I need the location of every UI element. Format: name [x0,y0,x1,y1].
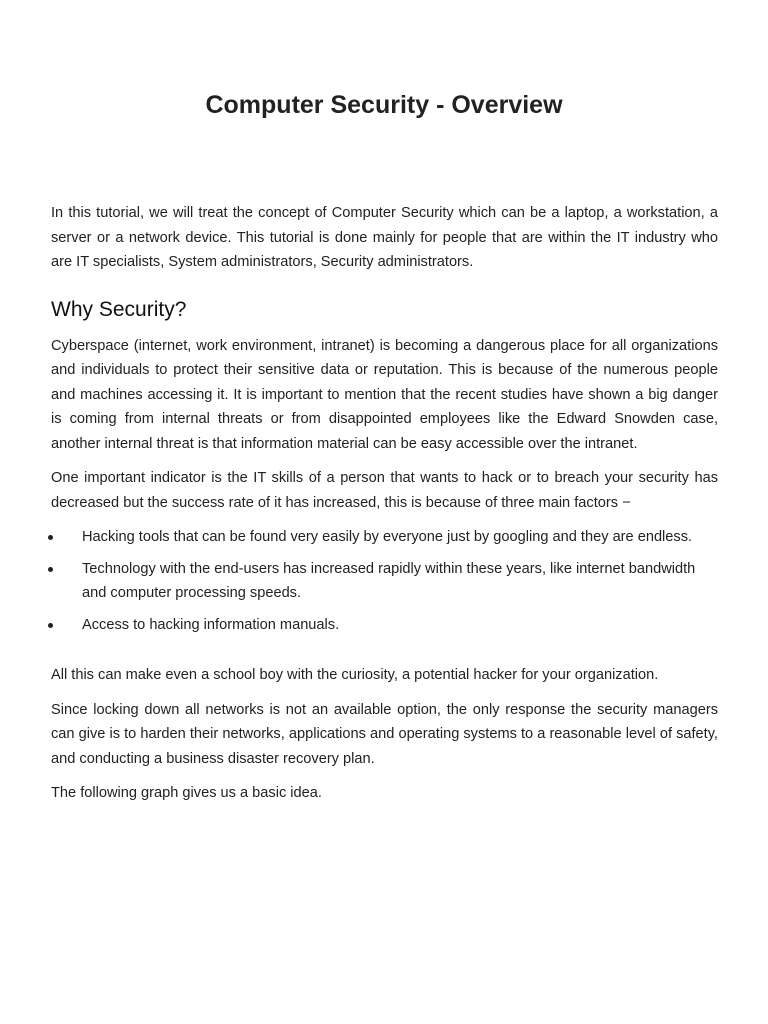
paragraph-graph-intro: The following graph gives us a basic idea. [51,785,322,801]
paragraph-school-boy: All this can make even a school boy with the curiosity, a potential hacker for your organization. [51,667,659,683]
list-item-text: Access to hacking information manuals. [82,616,340,633]
paragraph-indicator: One important indicator is the IT skills of a person that wants to hack or to breach your security has decreased but the success rate of it has increased, this is because of three main factors − [51,470,718,511]
paragraph-locking-down: Since locking down all networks is not an available option, the only response the security managers can give is to harden their networks, applications and operating systems to a reasonable level of safety, and conducting a business disaster recovery plan. [51,701,718,767]
bullet-icon [48,623,53,628]
bullet-icon [48,567,53,572]
paragraph-cyberspace: Cyberspace (internet, work environment, intranet) is becoming a dangerous place for all organizations and individuals to protect their sensitive data or reputation. This is because of the numerous people and machines accessing it. It is important to mention that the recent studies have shown a big danger is coming from internal threats or from disappointed employees like the Edward Snowden case, another internal threat is that information material can be easy accessible over the intranet. [51,337,718,452]
section-heading: Why Security? [51,297,187,321]
intro-paragraph: In this tutorial, we will treat the concept of Computer Security which can be a laptop, a workstation, a server or a network device. This tutorial is done mainly for people that are within the IT industry who are IT specialists, System administrators, Security administrators. [51,205,718,270]
list-item [51,525,718,550]
page-title: Computer Security - Overview [205,91,563,119]
list-item [51,557,718,606]
list-item-text: Hacking tools that can be found very easily by everyone just by googling and they are endless. [82,529,693,545]
list-item-text: Technology with the end-users has increased rapidly within these years, like internet bandwidth and computer processing speeds. [82,560,696,601]
list-item [51,613,718,638]
factors-list [51,525,718,637]
document-body [51,201,718,806]
bullet-icon [48,535,53,540]
